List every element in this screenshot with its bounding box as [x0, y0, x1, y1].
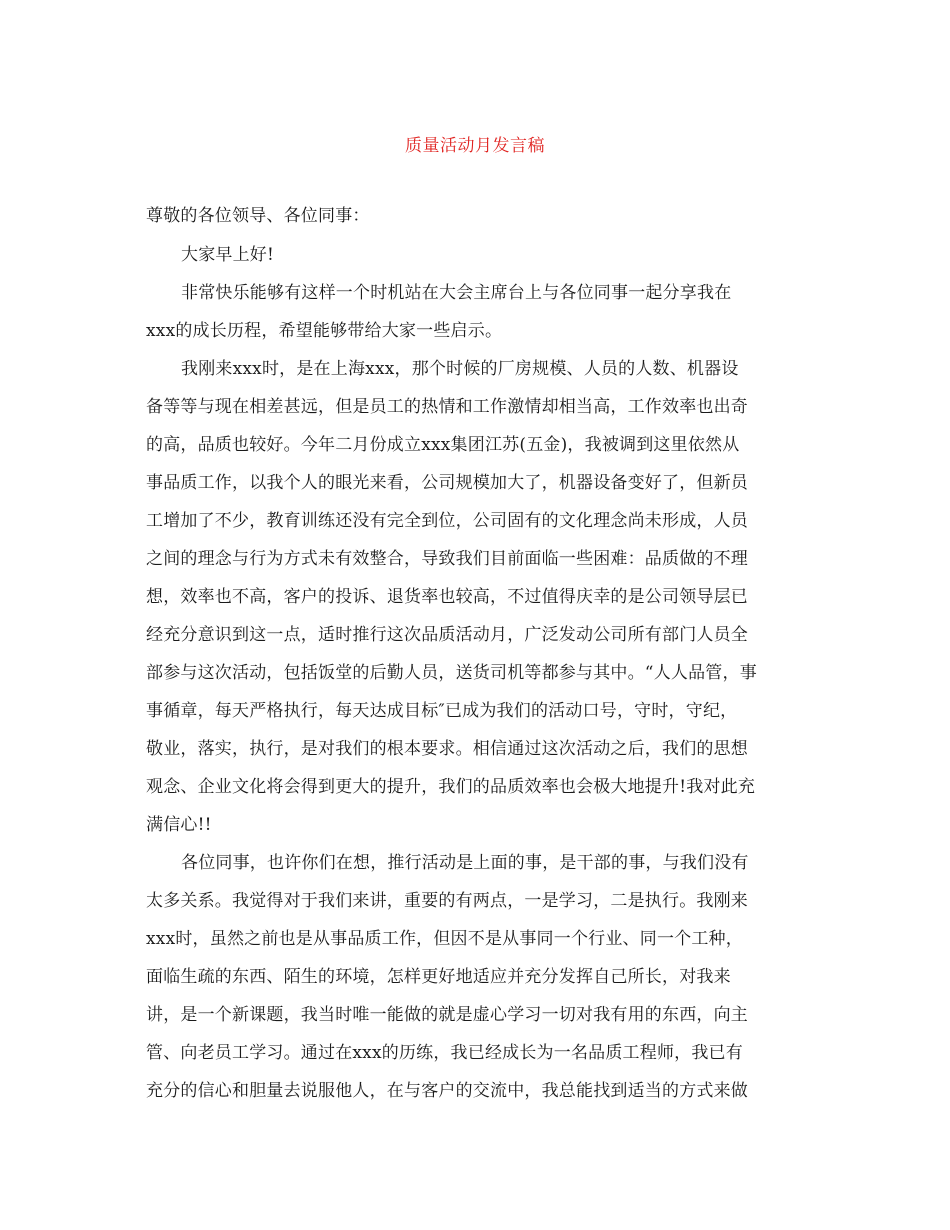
- body-line: xxx的成长历程，希望能够带给大家一些启示。: [146, 321, 503, 341]
- body-line: 充分的信心和胆量去说服他人，在与客户的交流中，我总能找到适当的方式来做: [146, 1081, 748, 1101]
- body-line: xxx时，虽然之前也是从事品质工作，但因不是从事同一个行业、同一个工种，: [146, 929, 743, 949]
- body-line: 部参与这次活动，包括饭堂的后勤人员，送货司机等都参与其中。“人人品管，事: [146, 663, 757, 683]
- body-line: 工增加了不少，教育训练还没有完全到位，公司固有的文化理念尚未形成，人员: [146, 511, 748, 531]
- body-line: 经充分意识到这一点，适时推行这次品质活动月，广泛发动公司所有部门人员全: [146, 625, 748, 645]
- body-line: 管、向老员工学习。通过在xxx的历练，我已经成长为一名品质工程师，我已有: [146, 1043, 743, 1063]
- document-title: 质量活动月发言稿: [405, 136, 545, 156]
- body-line: 备等等与现在相差甚远，但是员工的热情和工作激情却相当高，工作效率也出奇: [146, 397, 748, 417]
- body-line: 面临生疏的东西、陌生的环境，怎样更好地适应并充分发挥自己所长，对我来: [146, 967, 731, 987]
- body-line: 之间的理念与行为方式未有效整合，导致我们目前面临一些困难：品质做的不理: [146, 549, 748, 569]
- body-line: 我刚来xxx时，是在上海xxx，那个时候的厂房规模、人员的人数、机器设: [181, 359, 739, 379]
- body-line: 非常快乐能够有这样一个时机站在大会主席台上与各位同事一起分享我在: [181, 283, 732, 303]
- body-line: 讲，是一个新课题，我当时唯一能做的就是虚心学习一切对我有用的东西，向主: [146, 1005, 748, 1025]
- body-line: 太多关系。我觉得对于我们来讲，重要的有两点，一是学习，二是执行。我刚来: [146, 891, 748, 911]
- salutation-line: 尊敬的各位领导、各位同事：: [146, 206, 370, 226]
- body-line: 事品质工作，以我个人的眼光来看，公司规模加大了，机器设备变好了，但新员: [146, 473, 748, 493]
- body-line: 想，效率也不高，客户的投诉、退货率也较高，不过值得庆幸的是公司领导层已: [146, 587, 748, 607]
- greeting-line: 大家早上好!: [181, 245, 275, 265]
- body-line: 满信心!!: [146, 815, 212, 835]
- body-line: 观念、企业文化将会得到更大的提升，我们的品质效率也会极大地提升!我对此充: [146, 777, 756, 797]
- body-line: 各位同事，也许你们在想，推行活动是上面的事，是干部的事，与我们没有: [181, 853, 749, 873]
- body-line: 事循章，每天严格执行，每天达成目标″已成为我们的活动口号，守时，守纪，: [146, 701, 738, 721]
- body-line: 敬业，落实，执行，是对我们的根本要求。相信通过这次活动之后，我们的思想: [146, 739, 748, 759]
- body-line: 的高，品质也较好。今年二月份成立xxx集团江苏(五金)，我被调到这里依然从: [146, 435, 740, 455]
